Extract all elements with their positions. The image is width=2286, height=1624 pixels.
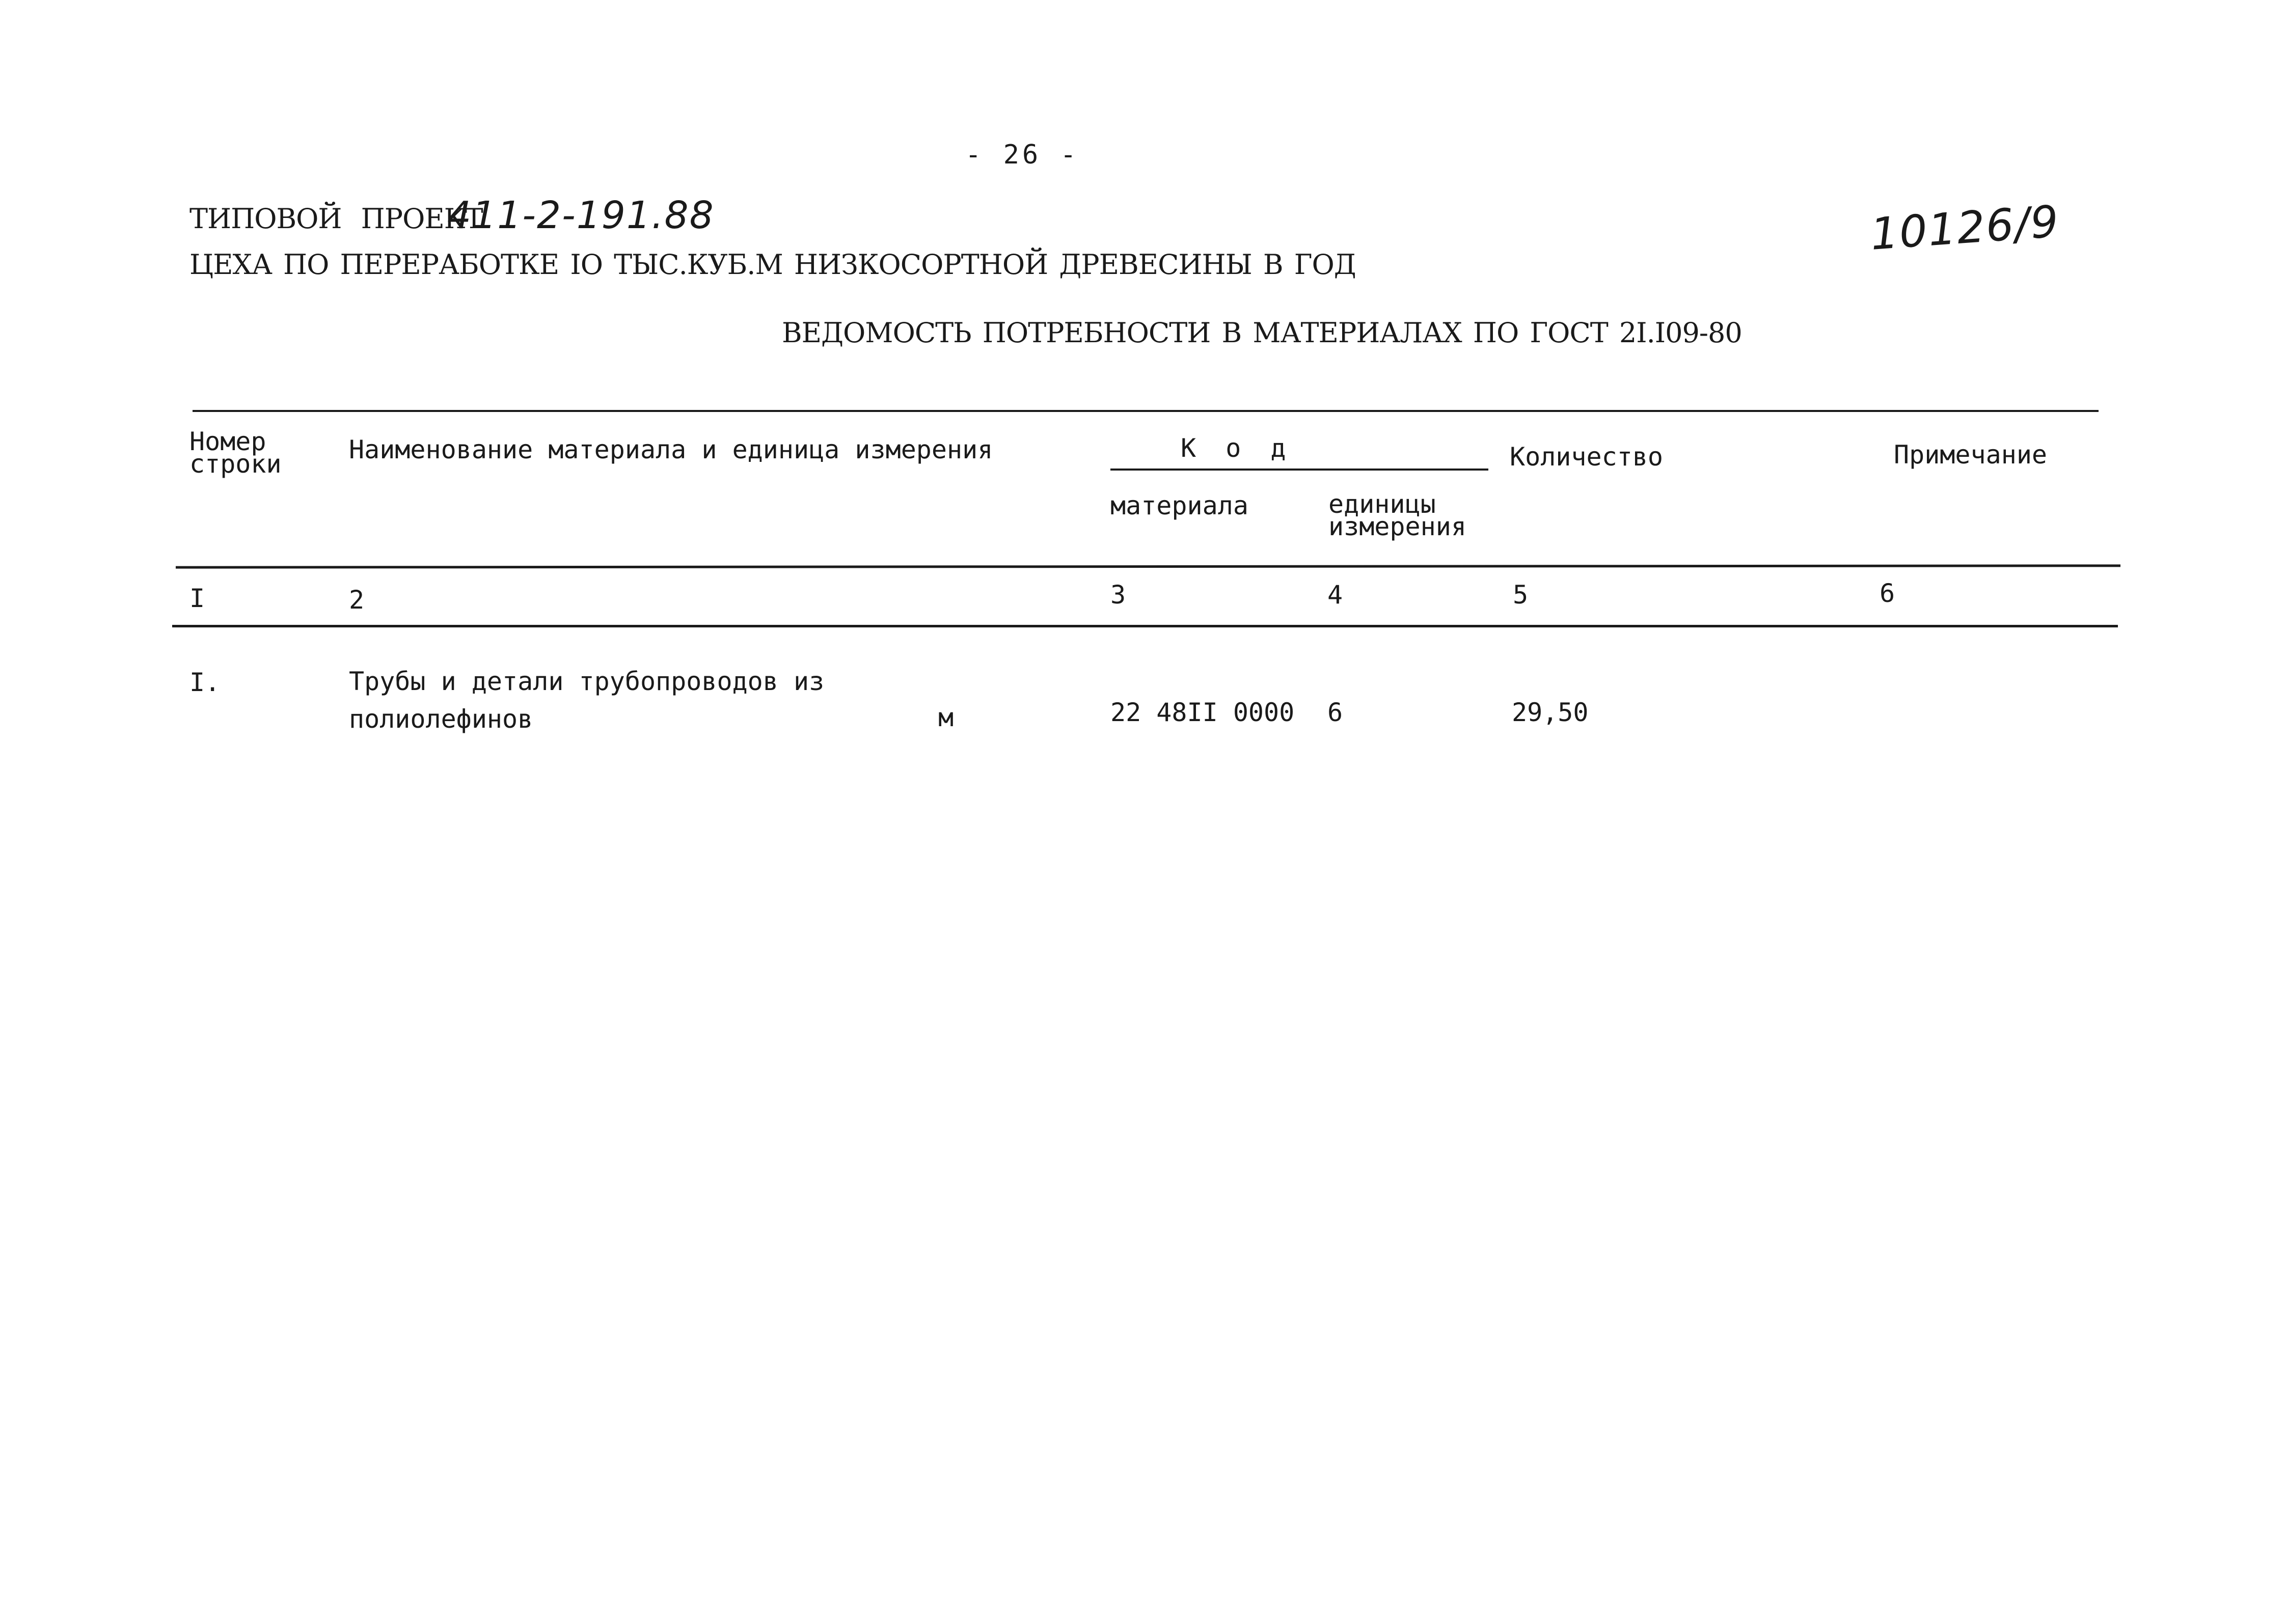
column-number: 2 xyxy=(349,585,365,615)
header-row-number-line2: строки xyxy=(189,449,282,479)
page-number: - 26 - xyxy=(965,140,1079,170)
row-unit-code: 6 xyxy=(1327,698,1343,727)
table-top-rule xyxy=(193,410,2099,412)
header-row-number-line1: Номер xyxy=(189,427,266,456)
row-name-line1: Трубы и детали трубопроводов из xyxy=(349,667,825,696)
header-code-material: материала xyxy=(1110,491,1248,520)
header-note: Примечание xyxy=(1894,440,2048,470)
column-number: 6 xyxy=(1880,579,1895,608)
header-code-group: К о д xyxy=(1181,433,1293,463)
row-material-code: 22 48II 0000 xyxy=(1110,698,1295,727)
project-number: 411-2-191.88 xyxy=(447,194,715,237)
project-label: ТИПОВОЙ ПРОЕКТ xyxy=(189,203,483,235)
column-number: 5 xyxy=(1513,580,1529,610)
inventory-number: 10126/9 xyxy=(1868,196,2061,260)
header-code-unit-line1: единицы xyxy=(1328,489,1436,519)
document-title: ВЕДОМОСТЬ ПОТРЕБНОСТИ В МАТЕРИАЛАХ ПО ГОСТ 2I.I09-80 xyxy=(782,317,1742,349)
column-number: 4 xyxy=(1327,580,1343,610)
project-subtitle: ЦЕХА ПО ПЕРЕРАБОТКЕ IO ТЫС.КУБ.М НИЗКОСОРТНОЙ ДРЕВЕСИНЫ В ГОД xyxy=(189,249,1356,281)
header-row-number xyxy=(189,427,282,479)
header-bottom-rule xyxy=(176,564,2120,568)
row-quantity: 29,50 xyxy=(1512,698,1589,727)
header-quantity: Количество xyxy=(1510,442,1664,472)
column-number: I xyxy=(189,584,205,613)
row-unit: м xyxy=(938,703,954,732)
header-code-rule xyxy=(1110,469,1488,471)
header-name: Наименование материала и единица измерения xyxy=(349,435,993,464)
header-code-unit xyxy=(1328,489,1466,541)
column-numbers-bottom-rule xyxy=(172,625,2118,627)
row-number: I. xyxy=(189,668,221,697)
column-number: 3 xyxy=(1110,580,1126,610)
header-code-unit-line2: измерения xyxy=(1328,512,1466,541)
row-name-line2: полиолефинов xyxy=(349,704,533,734)
